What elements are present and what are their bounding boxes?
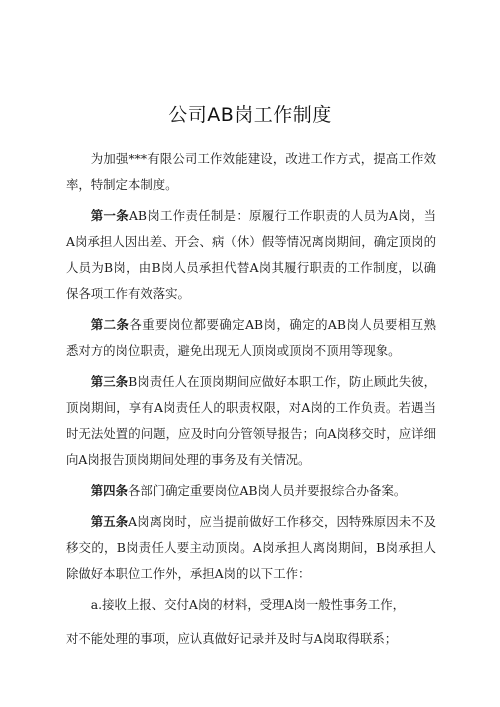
item-a-continuation: 对不能处理的事项，应认真做好记录并及时与A岗取得联系； bbox=[66, 631, 398, 646]
article-2-text: 各重要岗位都要确定AB岗，确定的AB岗人员要相互熟悉对方的岗位职责，避免出现无人顶岗或顶岗不顶用等现象。 bbox=[66, 317, 436, 358]
article-2-heading: 第二条 bbox=[90, 317, 130, 332]
article-3 bbox=[66, 369, 436, 473]
article-4-text: 各部门确定重要岗位AB岗人员并要报综合办备案。 bbox=[127, 483, 407, 498]
article-1 bbox=[66, 203, 436, 307]
item-a: a.接收上报、交付A岗的材料，受理A岗一般性事务工作， bbox=[90, 597, 406, 612]
article-1-text: AB岗工作责任制是：原履行工作职责的人员为A岗，当A岗承担人因出差、开会、病（休）假等情况离岗期间，确定顶岗的人员为B岗，由B岗人员承担代替A岗其履行职责的工作制度，以确保各项工作有效落实。 bbox=[66, 208, 436, 301]
article-3-text: B岗责任人在顶岗期间应做好本职工作，防止顾此失彼，顶岗期间，享有A岗责任人的职责权限，对A岗的工作负责。若遇当时无法处置的问题，应及时向分管领导报告；向A岗移交时，应详细向A岗报告顶岗期间处理的事务及有关情况。 bbox=[66, 374, 436, 467]
article-3-heading: 第三条 bbox=[90, 374, 129, 389]
article-5 bbox=[66, 509, 436, 587]
article-4 bbox=[66, 478, 436, 504]
article-1-heading: 第一条 bbox=[90, 208, 129, 223]
article-5-heading: 第五条 bbox=[90, 514, 129, 529]
article-4-heading: 第四条 bbox=[90, 483, 128, 498]
document-title: 公司AB岗工作制度 bbox=[168, 104, 332, 126]
article-5-text: A岗离岗时，应当提前做好工作移交，因特殊原因未不及移交的，B岗责任人要主动顶岗。A岗承担人离岗期间，B岗承担人除做好本职位工作外，承担A岗的以下工作： bbox=[66, 514, 437, 581]
intro-paragraph: 为加强***有限公司工作效能建设，改进工作方式，提高工作效率，特制定本制度。 bbox=[66, 151, 436, 192]
document-body bbox=[66, 146, 436, 657]
article-2 bbox=[66, 312, 436, 364]
